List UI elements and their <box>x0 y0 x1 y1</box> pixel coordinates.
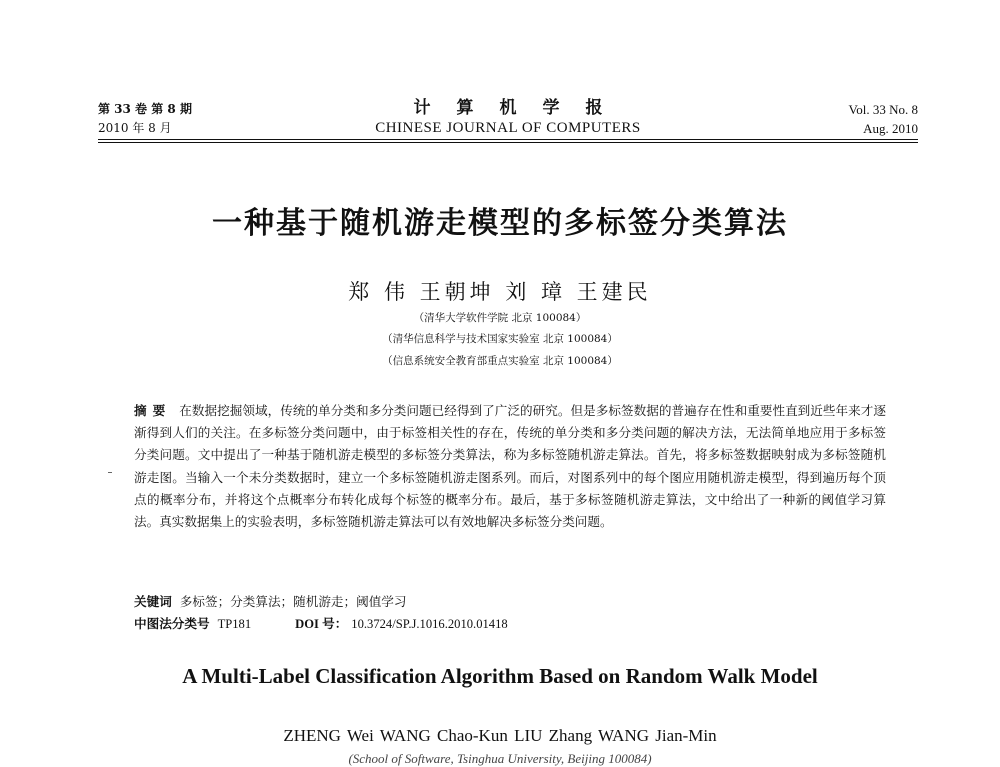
journal-header <box>98 98 918 138</box>
paper-title-en: A Multi-Label Classification Algorithm Based on Random Walk Model <box>182 664 818 688</box>
authors-cn: 郑 伟 王朝坤 刘 璋 王建民 <box>348 280 652 304</box>
affiliation-en: (School of Software, Tsinghua University, Beijing 100084) <box>348 751 652 766</box>
doi-value: 10.3724/SP.J.1016.2010.01418 <box>351 617 508 631</box>
authors-en: ZHENG Wei WANG Chao-Kun LIU Zhang WANG Jian-Min <box>283 726 717 745</box>
classification-code: TP181 <box>217 617 252 631</box>
abstract-text: 在数据挖掘领域，传统的单分类和多分类问题已经得到了广泛的研究。但是多标签数据的普遍存在性和重要性直到近些年来才逐渐得到人们的关注。在多标签分类问题中，由于标签相关性的存在，传统的单分类和多分类问题的解决方法，无法简单地应用于多标签分类问题。文中提出了一种基于随机游走模型的多标签分类算法，称为多标签随机游走算法。首先，将多标签数据映射成为多标签随机游走图。当输入一个未分类数据时，建立一个多标签随机游走图系列。而后，对图系列中的每个图应用随机游走模型，得到遍历每个顶点的概率分布，并将这个点概率分布转化成每个标签的概率分布。最后，基于多标签随机游走算法，文中给出了一种新的阈值学习算法。真实数据集上的实验表明，多标签随机游走算法可以有效地解决多标签分类问题。 <box>134 403 887 530</box>
affiliation-2: （清华信息科学与技术国家实验室 北京 100084） <box>382 333 618 345</box>
journal-name-cn: 计算机学报 <box>413 98 629 118</box>
keywords-text: 多标签；分类算法；随机游走；阈值学习 <box>179 594 407 609</box>
keywords <box>134 591 886 610</box>
affiliation-1: （清华大学软件学院 北京 100084） <box>413 312 587 324</box>
doi-label: DOI 号： <box>295 617 348 631</box>
date-cn: 2010 年 8 月 <box>98 121 172 135</box>
keywords-label: 关键词 <box>134 594 172 609</box>
abstract-label: 摘要 <box>134 403 172 418</box>
affiliation-3: （信息系统安全教育部重点实验室 北京 100084） <box>382 355 618 367</box>
date-en: Aug. 2010 <box>863 121 918 136</box>
header-center <box>98 98 918 138</box>
classification-label: 中图法分类号 <box>134 616 210 631</box>
header-right <box>849 100 918 138</box>
volume-issue-cn: 第 33 卷 第 8 期 <box>98 102 192 116</box>
journal-name-en: CHINESE JOURNAL OF COMPUTERS <box>375 120 641 136</box>
header-rule-thick <box>98 139 918 140</box>
volume-issue-en: Vol. 33 No. 8 <box>848 102 918 117</box>
margin-mark <box>108 472 112 473</box>
classification <box>134 613 886 632</box>
abstract <box>134 400 886 533</box>
header-rule-thin <box>98 142 918 143</box>
paper-title-cn: 一种基于随机游走模型的多标签分类算法 <box>212 206 788 241</box>
